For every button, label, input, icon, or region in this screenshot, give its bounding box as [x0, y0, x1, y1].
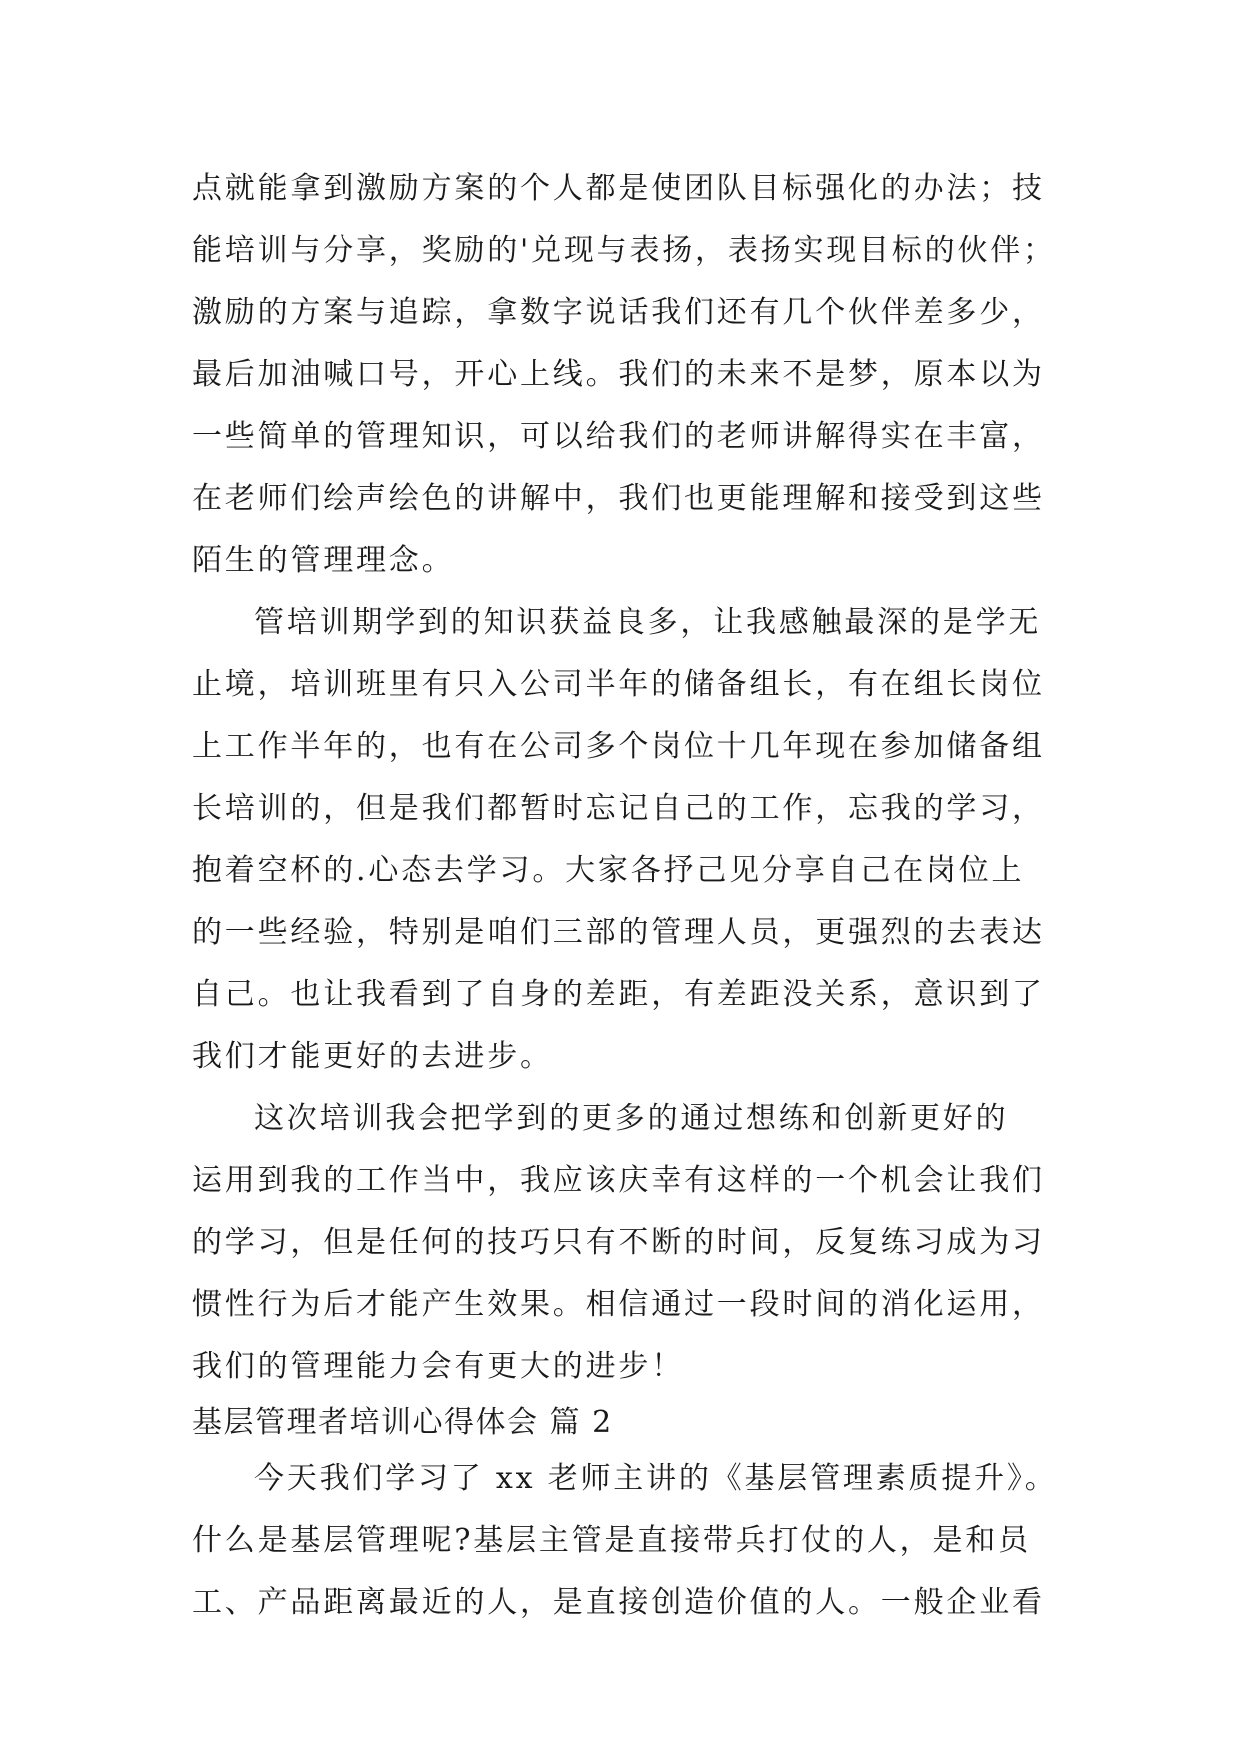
- section-heading: 基层管理者培训心得体会 篇 2: [192, 1405, 613, 1440]
- document-body: [192, 158, 1072, 1634]
- text-line: 自己。也让我看到了自身的差距，有差距没关系，意识到了: [192, 977, 1045, 1012]
- text-line: 我们的管理能力会有更大的进步！: [192, 1349, 684, 1384]
- paragraph-first-line: 管培训期学到的知识获益良多，让我感触最深的是学无: [254, 605, 1042, 640]
- paragraph-first-line: 这次培训我会把学到的更多的通过想练和创新更好的: [254, 1101, 1009, 1136]
- text-line: 长培训的，但是我们都暂时忘记自己的工作，忘我的学习，: [192, 791, 1045, 826]
- text-line: 点就能拿到激励方案的个人都是使团队目标强化的办法；技: [192, 171, 1045, 206]
- text-line: 的学习，但是任何的技巧只有不断的时间，反复练习成为习: [192, 1225, 1045, 1260]
- text-line: 一些简单的管理知识，可以给我们的老师讲解得实在丰富，: [192, 419, 1045, 454]
- text-line: 最后加油喊口号，开心上线。我们的未来不是梦，原本以为: [192, 357, 1045, 392]
- text-line: 陌生的管理理念。: [192, 543, 455, 578]
- text-line: 惯性行为后才能产生效果。相信通过一段时间的消化运用，: [192, 1287, 1045, 1322]
- text-line: 运用到我的工作当中，我应该庆幸有这样的一个机会让我们: [192, 1163, 1045, 1198]
- text-line: 抱着空杯的.心态去学习。大家各抒己见分享自己在岗位上: [192, 853, 1025, 888]
- text-line: 我们才能更好的去进步。: [192, 1039, 553, 1074]
- text-line: 上工作半年的，也有在公司多个岗位十几年现在参加储备组: [192, 729, 1045, 764]
- text-line: 在老师们绘声绘色的讲解中，我们也更能理解和接受到这些: [192, 481, 1045, 516]
- text-line: 激励的方案与追踪，拿数字说话我们还有几个伙伴差多少，: [192, 295, 1045, 330]
- text-line: 什么是基层管理呢?基层主管是直接带兵打仗的人，是和员: [192, 1523, 1031, 1558]
- text-line: 止境，培训班里有只入公司半年的储备组长，有在组长岗位: [192, 667, 1045, 702]
- paragraph-first-line: 今天我们学习了 xx 老师主讲的《基层管理素质提升》。: [254, 1461, 1058, 1496]
- text-line: 的一些经验，特别是咱们三部的管理人员，更强烈的去表达: [192, 915, 1045, 950]
- text-line: 能培训与分享，奖励的'兑现与表扬，表扬实现目标的伙伴；: [192, 233, 1056, 268]
- text-line: 工、产品距离最近的人，是直接创造价值的人。一般企业看: [192, 1585, 1045, 1620]
